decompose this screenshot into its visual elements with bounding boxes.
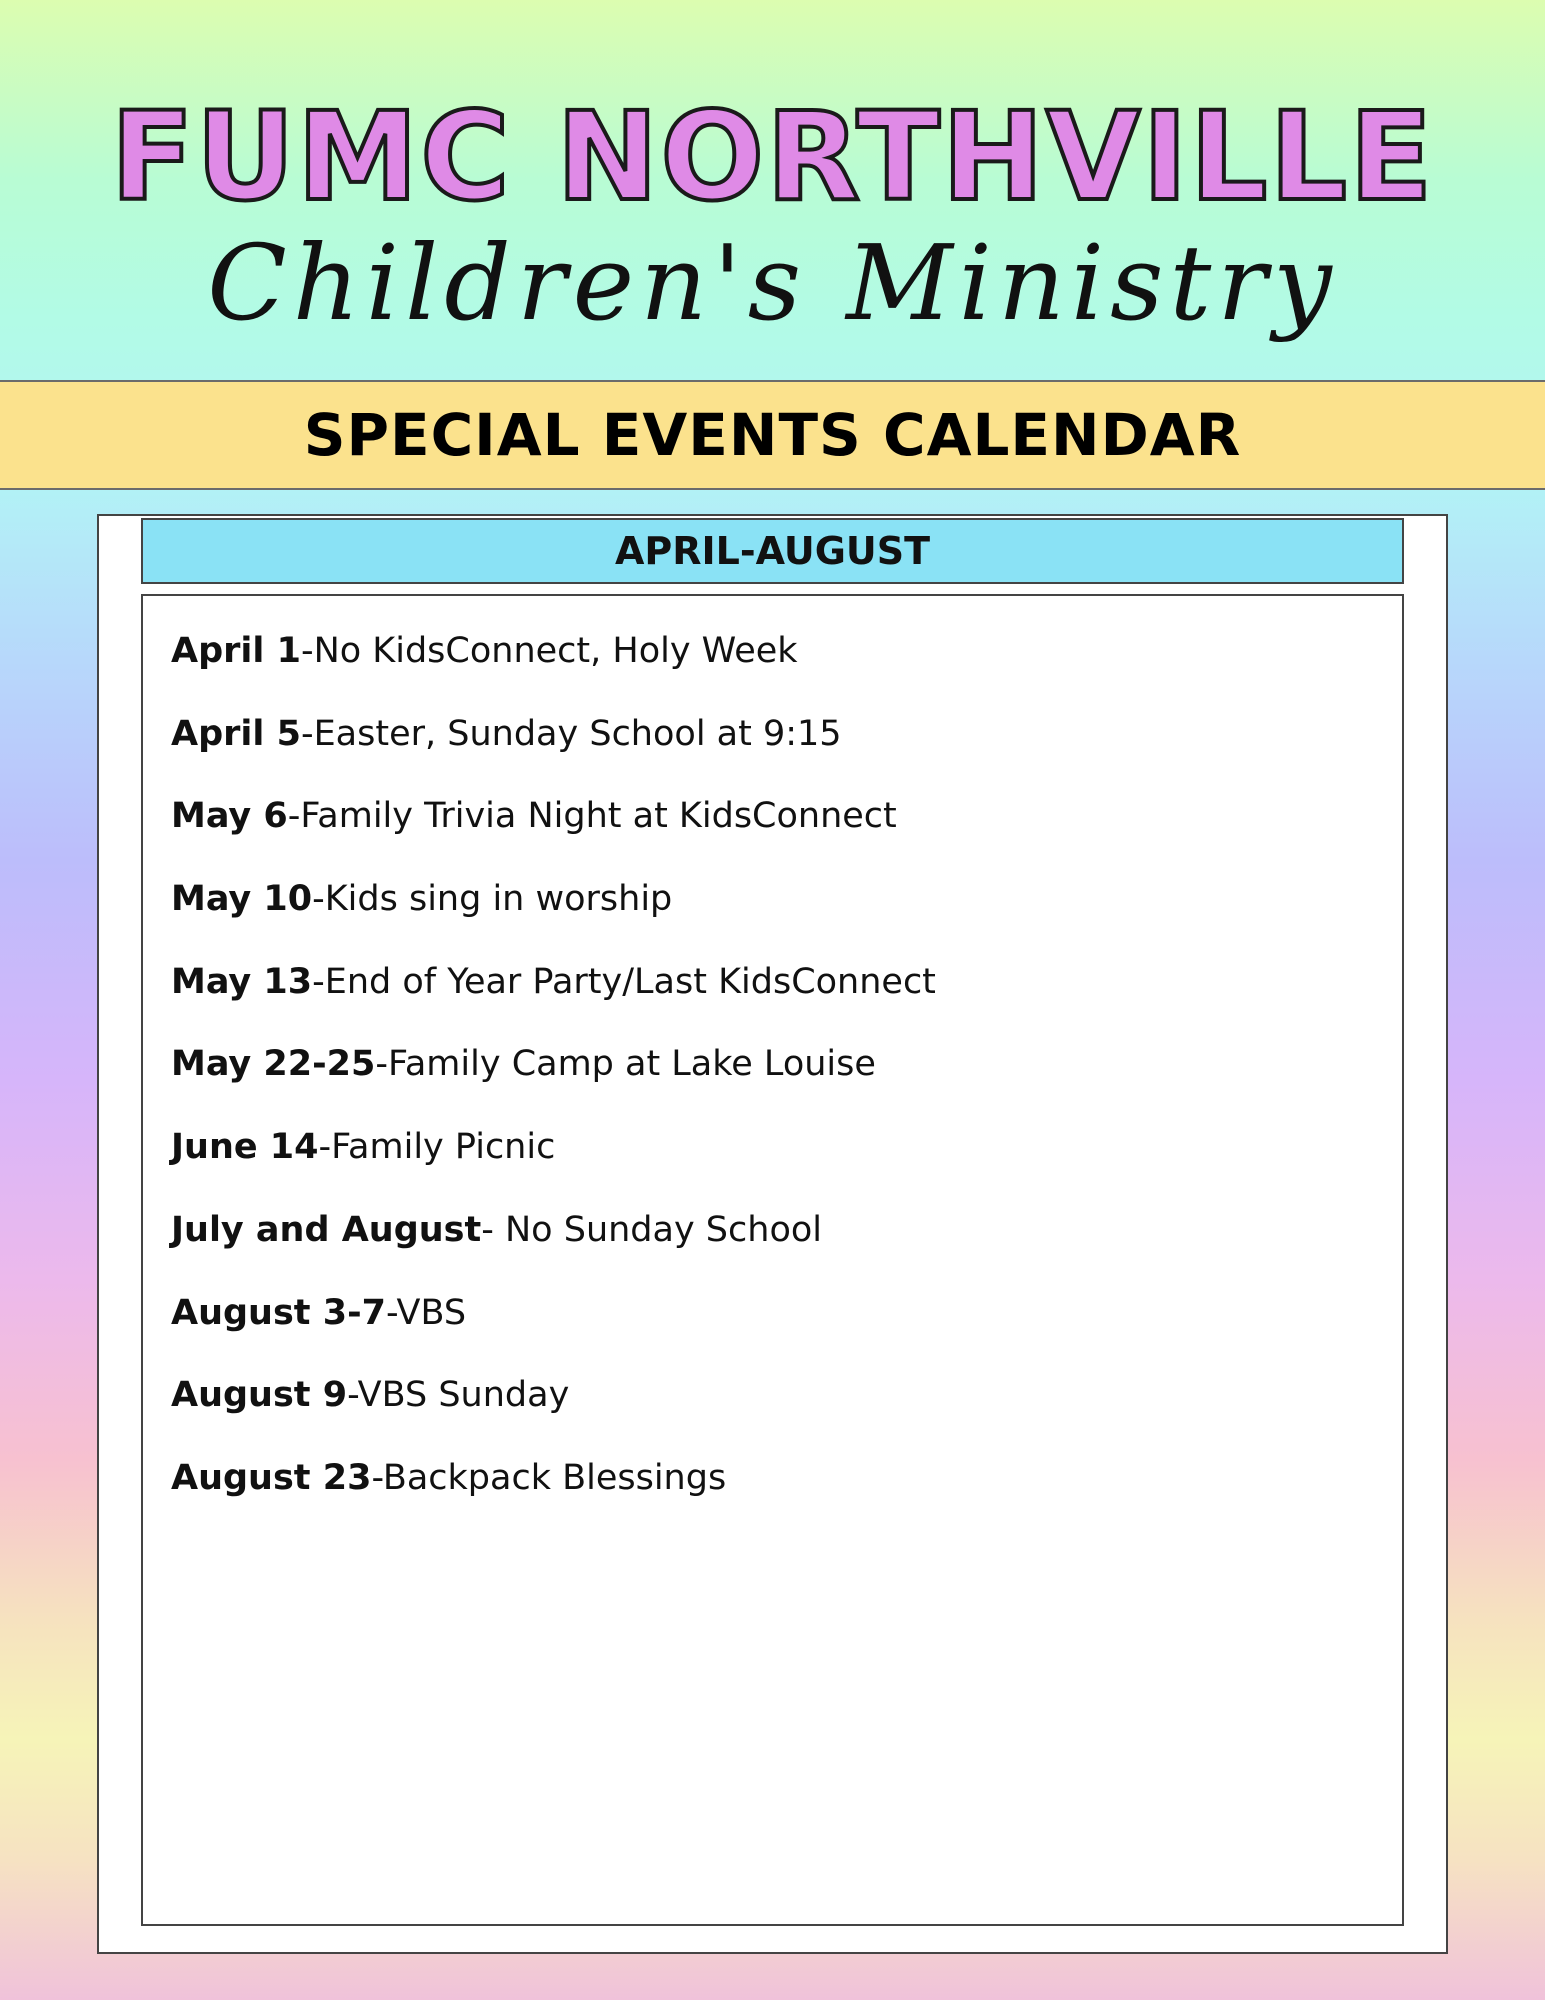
event-description: -Family Camp at Lake Louise <box>375 1044 876 1085</box>
event-date: August 3-7 <box>171 1292 386 1333</box>
event-description: -Backpack Blessings <box>371 1457 727 1498</box>
page-header <box>0 0 1545 380</box>
event-item <box>171 957 1371 1040</box>
event-item <box>171 709 1371 792</box>
event-date: May 10 <box>171 879 313 920</box>
event-date: May 22-25 <box>171 1044 376 1085</box>
event-description: -VBS <box>385 1292 467 1333</box>
event-description: - No Sunday School <box>481 1209 823 1250</box>
event-item <box>171 626 1371 709</box>
event-date: August 9 <box>171 1375 348 1416</box>
event-date: April 1 <box>171 631 301 671</box>
month-range-label: APRIL-AUGUST <box>614 529 931 573</box>
banner-title: SPECIAL EVENTS CALENDAR <box>303 401 1242 469</box>
event-description: -End of Year Party/Last KidsConnect <box>312 961 936 1002</box>
event-date: May 6 <box>171 796 288 837</box>
event-description: -Easter, Sunday School at 9:15 <box>300 713 842 754</box>
ministry-subtitle: Children's Ministry <box>207 222 1338 344</box>
event-item <box>171 791 1371 874</box>
event-item <box>171 1039 1371 1122</box>
event-date: May 13 <box>171 961 313 1002</box>
church-name-title: FUMC NORTHVILLE <box>110 86 1435 228</box>
events-list-box <box>141 594 1404 1926</box>
event-description: -No KidsConnect, Holy Week <box>300 631 798 671</box>
event-item <box>171 1370 1371 1453</box>
event-date: August 23 <box>171 1457 372 1498</box>
event-description: -Family Picnic <box>318 1127 556 1168</box>
event-description: -VBS Sunday <box>347 1375 570 1416</box>
event-item <box>171 1288 1371 1371</box>
event-date: April 5 <box>171 713 301 754</box>
event-item <box>171 1122 1371 1205</box>
event-item <box>171 1205 1371 1288</box>
event-description: -Kids sing in worship <box>312 879 673 920</box>
month-range-header <box>141 518 1404 584</box>
event-date: June 14 <box>171 1127 319 1168</box>
event-date: July and August <box>171 1209 482 1250</box>
special-events-banner <box>0 380 1545 490</box>
event-item <box>171 874 1371 957</box>
event-description: -Family Trivia Night at KidsConnect <box>287 796 897 837</box>
event-item <box>171 1453 1371 1536</box>
events-list <box>171 626 1371 1536</box>
